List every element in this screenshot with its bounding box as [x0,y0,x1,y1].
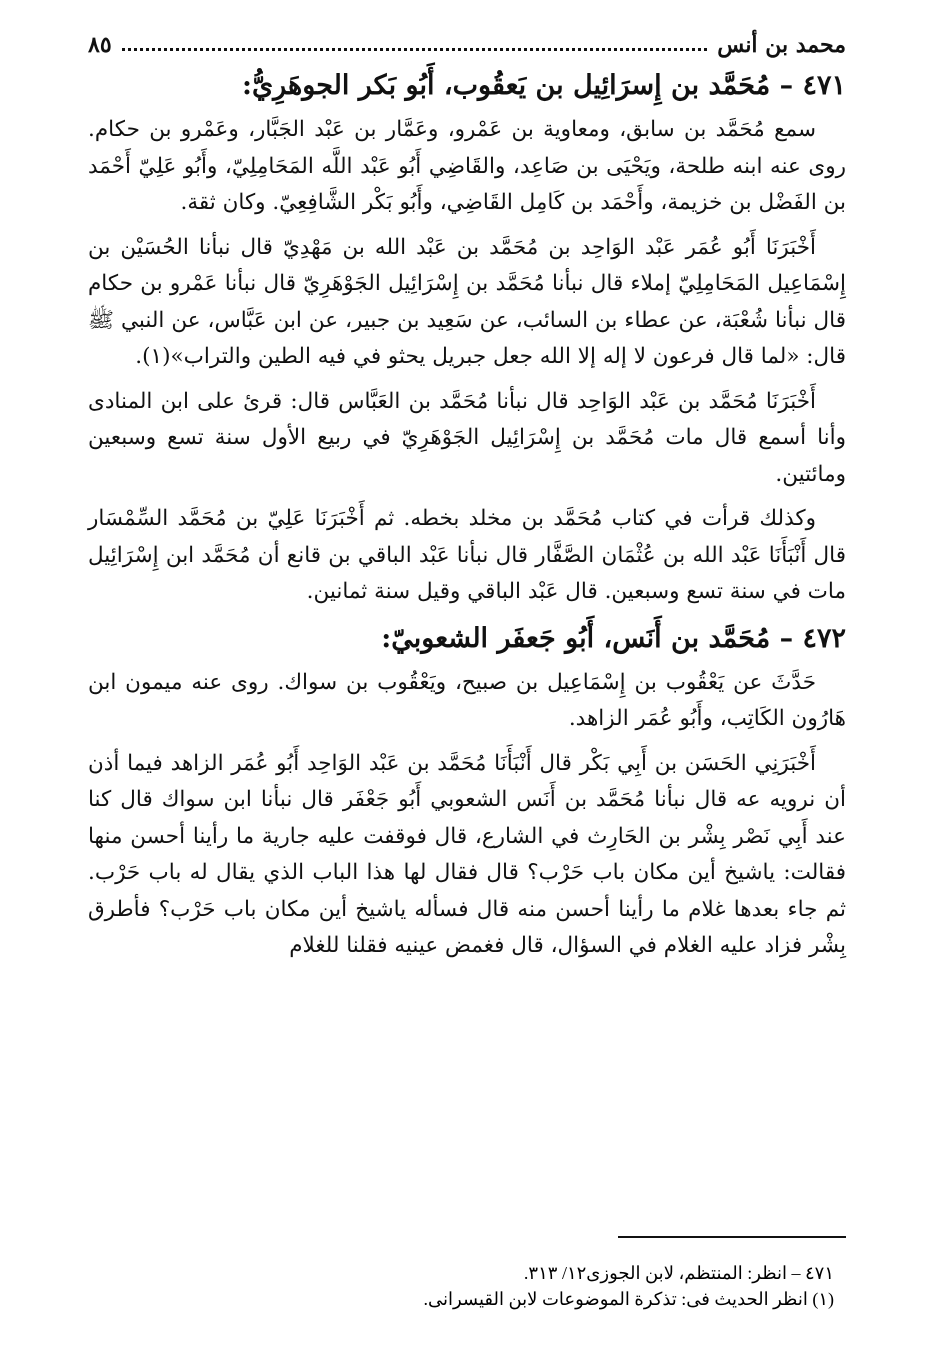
entry-heading: ٤٧٢ – مُحَمَّد بن أَنَس، أَبُو جَعفَر الشعوبيّ: [381,622,846,654]
page-number: ٨٥ [88,32,112,58]
entry-471 [88,66,846,611]
biography-paragraph: سمع مُحَمَّد بن سابق، ومعاوية بن عَمْرو، وعَمَّار بن عَبْد الجَبَّار، وعَمْرو بن حكام. روى عنه ابنه طلحة، ويَحْيَى بن صَاعِد، والقَاضِي أَبُو عَبْد اللَّه المَحَامِلِيّ، وأَبُو عَلِيّ أَحْمَد بن الفَضْل بن خزيمة، وأَحْمَد بن كَامِل القَاضِي، وأَبُو بَكْر الشَّافِعِيّ. وكان ثقة. [88,117,846,215]
running-head [88,24,846,58]
death-date-variant-paragraph: وكذلك قرأت في كتاب مُحَمَّد بن مخلد بخطه. ثم أَخْبَرَنَا عَلِيّ بن مُحَمَّد السِّمْسَار قال أَنْبَأَنَا عَبْد الله بن عُثْمَان الصَّفَّار قال نبأنا عَبْد الباقي بن قانع أن مُحَمَّد ابن إِسْرَائِيل مات في سنة تسع وسبعين. قال عَبْد الباقي وقيل سنة ثمانين. [88,506,846,604]
footnotes [88,1236,846,1312]
footnote-hadith: (١) انظر الحديث فى: تذكرة الموضوعات لابن القيسرانى. [423,1289,834,1309]
biography-paragraph: حَدَّثَ عن يَعْقُوب بن إِسْمَاعِيل بن صبيح، ويَعْقُوب بن سواك. روى عنه ميمون ابن هَارُون الكَاتِب، وأَبُو عُمَر الزاهد. [88,669,846,731]
death-date-paragraph: أَخْبَرَنَا مُحَمَّد بن عَبْد الوَاحِد قال نبأنا مُحَمَّد بن العَبَّاس قال: قرئ على ابن المنادى وأنا أسمع قال مات مُحَمَّد بن إِسْرَائِيل الجَوْهَرِيّ في ربيع الأول سنة تسع وسبعين ومائتين. [88,388,846,487]
entry-heading: ٤٧١ – مُحَمَّد بن إِسرَائِيل بن يَعقُوب، أَبُو بَكر الجوهَرِيُّ: [242,70,846,101]
narration-paragraph: أَخْبَرَنِي الحَسَن بن أَبِي بَكْر قال أَنْبَأَنَا مُحَمَّد بن عَبْد الوَاحِد أَبُو عُمَر الزاهد فيما أذن أن نرويه عه قال نبأنا مُحَمَّد بن أَنَس الشعوبي أَبُو جَعْفَر قال نبأنا ابن سواك قال كنا عند أَبِي نَصْر بِشْر بن الحَارِث في الشارع، قال فوقفت عليه جارية ما رأينا أحسن منها فقالت: ياشيخ أين مكان باب حَرْب؟ قال فقال لها هذا الباب الذي يقال له باب حَرْب. ثم جاء بعدها غلام ما رأينا أحسن منه قال فسأله ياشيخ أين مكان باب حَرْب؟ فأطرق بِشْر فزاد عليه الغلام في السؤال، قال فغمض عينيه فقلنا للغلام [88,750,846,958]
dotted-leader [122,48,708,51]
hadith-paragraph: أَخْبَرَنَا أَبُو عُمَر عَبْد الوَاحِد بن مُحَمَّد بن عَبْد الله بن مَهْدِيّ قال نبأنا الحُسَيْن بن إِسْمَاعِيل المَحَامِلِيّ إملاء قال نبأنا مُحَمَّد بن إِسْرَائِيل الجَوْهَرِيّ قال نبأنا عَمْرو بن حكام قال نبأنا شُعْبَة، عن عطاء بن السائب، عن سَعِيد بن جبير، عن ابن عَبَّاس، عن النبي ﷺ قال: «لما قال فرعون لا إله إلا الله جعل جبريل يحثو في فيه الطين والتراب»(١). [88,234,846,369]
footnote-divider [618,1236,846,1238]
footnote-source: ٤٧١ – انظر: المنتظم، لابن الجوزى١٢/ ٣١٣. [523,1263,834,1283]
running-head-title: محمد بن أنس [717,32,846,58]
entry-472 [88,619,846,965]
